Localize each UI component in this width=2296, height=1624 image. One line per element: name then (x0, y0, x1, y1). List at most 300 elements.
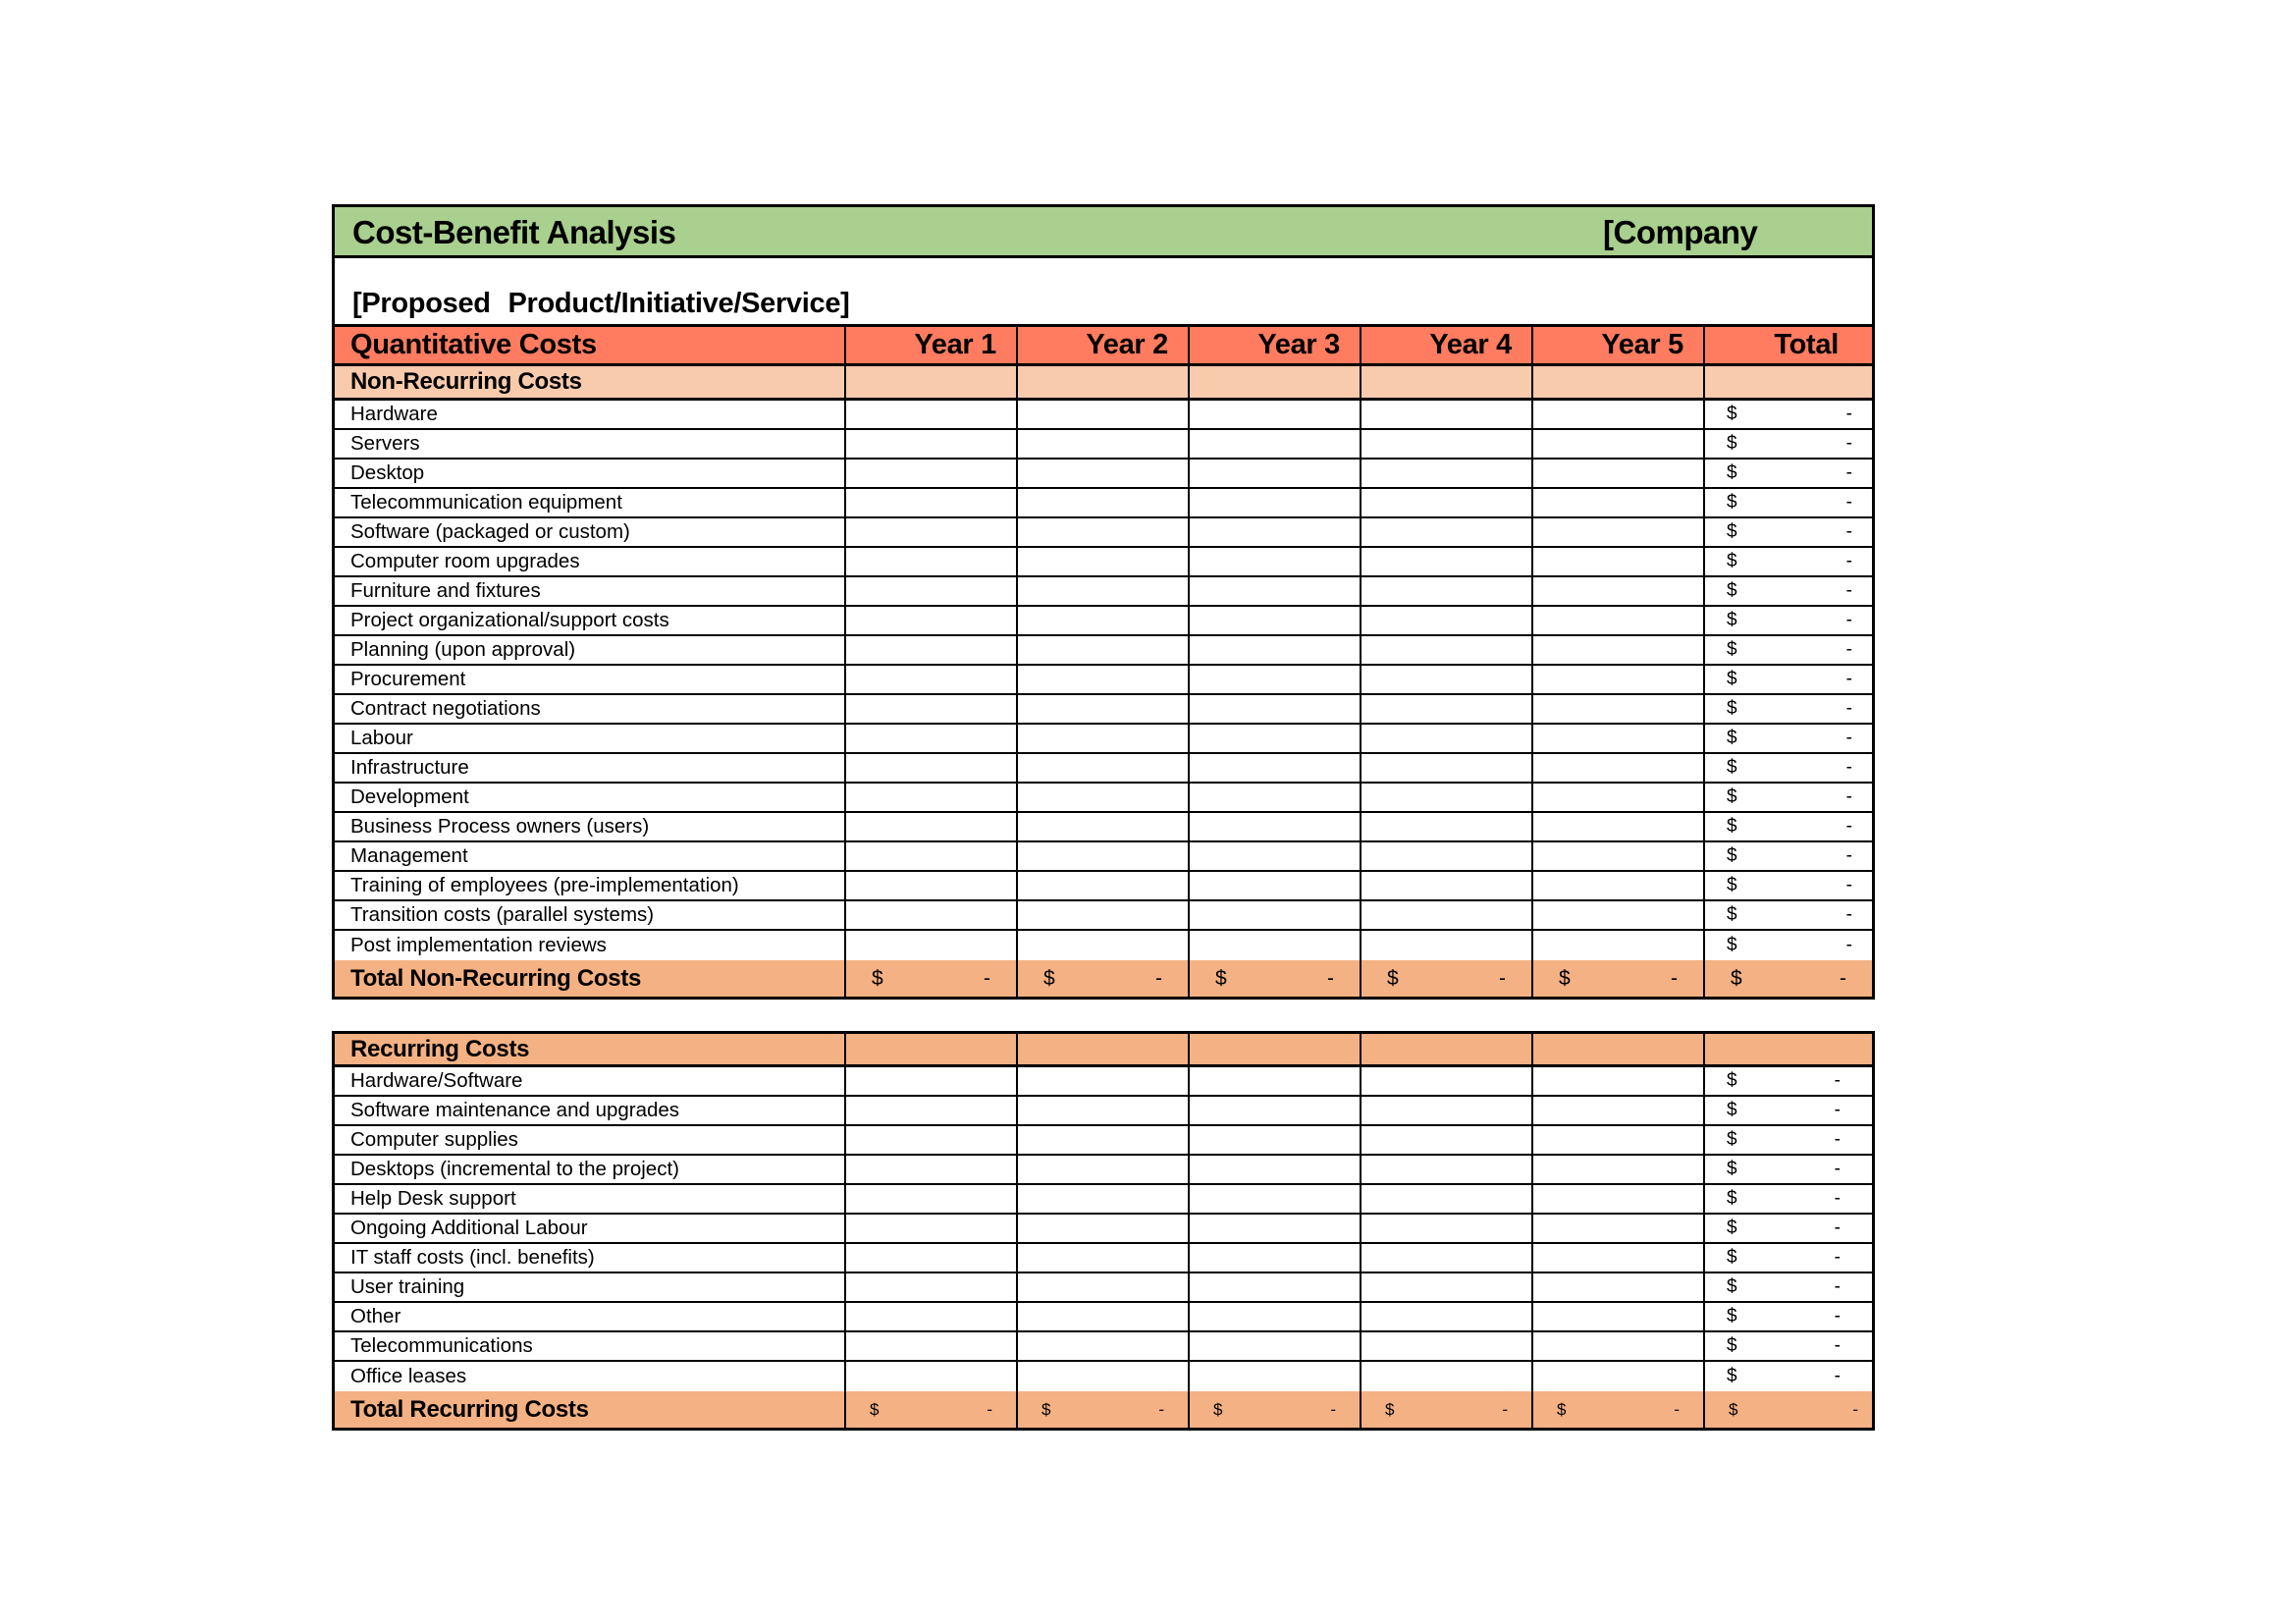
currency-symbol: $ (1727, 1188, 1737, 1209)
table-row (335, 901, 1872, 931)
row-label: Software (packaged or custom) (335, 518, 846, 546)
year-1-input-cell[interactable] (846, 725, 1018, 752)
table-row (335, 1215, 1872, 1244)
amount: - (1845, 639, 1852, 660)
currency-symbol: $ (1727, 433, 1737, 454)
amount: - (1845, 786, 1852, 807)
row-label: Labour (335, 725, 846, 752)
table-row (335, 518, 1872, 548)
row-label: Planning (upon approval) (335, 636, 846, 664)
row-label: Desktops (incremental to the project) (335, 1156, 846, 1183)
year-5-input-cell[interactable] (1533, 1332, 1705, 1360)
amount: - (1852, 1399, 1858, 1419)
recurring-table (332, 1031, 1875, 1431)
year-5-input-cell[interactable] (1533, 577, 1705, 605)
year-3-input-cell[interactable] (1190, 1097, 1362, 1124)
year-1-input-cell[interactable] (846, 872, 1018, 899)
year-2-input-cell[interactable] (1018, 607, 1190, 634)
year-3-input-cell[interactable] (1190, 1362, 1362, 1391)
year-2-input-cell[interactable] (1018, 872, 1190, 899)
amount: - (1840, 966, 1846, 990)
table-row (335, 489, 1872, 518)
year-2-input-cell[interactable] (1018, 695, 1190, 723)
year-4-input-cell[interactable] (1362, 1215, 1533, 1242)
currency-symbol: $ (1727, 521, 1737, 542)
year-5-input-cell[interactable] (1533, 784, 1705, 811)
year-3-input-cell[interactable] (1190, 607, 1362, 634)
year-4-input-cell[interactable] (1362, 548, 1533, 575)
year-4-input-cell[interactable] (1362, 1273, 1533, 1301)
year-5-input-cell[interactable] (1533, 548, 1705, 575)
year-2-input-cell[interactable] (1018, 842, 1190, 870)
year-5-input-cell[interactable] (1533, 1303, 1705, 1330)
year-5-input-cell[interactable] (1533, 1244, 1705, 1272)
year-4-input-cell[interactable] (1362, 1067, 1533, 1095)
year-4-input-cell[interactable] (1362, 1185, 1533, 1213)
year-3-input-cell[interactable] (1190, 901, 1362, 929)
amount: - (1845, 935, 1852, 955)
year-3-input-cell[interactable] (1190, 1067, 1362, 1095)
year-5-input-cell[interactable] (1533, 1067, 1705, 1095)
row-total-cell (1705, 1273, 1872, 1301)
year-2-input-cell[interactable] (1018, 518, 1190, 546)
year-5-input-cell[interactable] (1533, 666, 1705, 693)
total-year-4 (1362, 960, 1533, 997)
year-1-input-cell[interactable] (846, 901, 1018, 929)
year-2-input-cell[interactable] (1018, 1097, 1190, 1124)
year-3-input-cell[interactable] (1190, 636, 1362, 664)
year-3-input-cell[interactable] (1190, 401, 1362, 428)
row-label: Post implementation reviews (335, 931, 846, 960)
year-1-input-cell[interactable] (846, 636, 1018, 664)
total-recurring-row (335, 1391, 1872, 1428)
year-2-input-cell[interactable] (1018, 666, 1190, 693)
header-year-2: Year 2 (1018, 327, 1190, 363)
row-total-cell (1705, 460, 1872, 487)
year-4-input-cell[interactable] (1362, 842, 1533, 870)
currency-symbol: $ (1727, 1276, 1737, 1297)
year-2-input-cell[interactable] (1018, 636, 1190, 664)
year-2-input-cell[interactable] (1018, 754, 1190, 782)
currency-symbol: $ (1727, 728, 1737, 748)
year-1-input-cell[interactable] (846, 813, 1018, 840)
year-4-input-cell[interactable] (1362, 430, 1533, 458)
currency-symbol: $ (1727, 1218, 1737, 1238)
table-row (335, 636, 1872, 666)
amount: - (1499, 966, 1506, 990)
row-total-cell (1705, 842, 1872, 870)
year-5-input-cell[interactable] (1533, 518, 1705, 546)
row-label: Hardware/Software (335, 1067, 846, 1095)
amount: - (1845, 610, 1852, 630)
year-4-input-cell[interactable] (1362, 725, 1533, 752)
year-2-input-cell[interactable] (1018, 813, 1190, 840)
row-total-cell (1705, 1156, 1872, 1183)
year-2-input-cell[interactable] (1018, 1303, 1190, 1330)
year-3-input-cell[interactable] (1190, 1215, 1362, 1242)
year-3-input-cell[interactable] (1190, 725, 1362, 752)
table-row (335, 1156, 1872, 1185)
row-total-cell (1705, 1303, 1872, 1330)
currency-symbol: $ (1727, 1366, 1737, 1386)
year-2-input-cell[interactable] (1018, 1067, 1190, 1095)
table-row (335, 401, 1872, 430)
year-3-input-cell[interactable] (1190, 1332, 1362, 1360)
row-total-cell (1705, 784, 1872, 811)
year-3-input-cell[interactable] (1190, 842, 1362, 870)
year-4-input-cell[interactable] (1362, 460, 1533, 487)
proposed-initiative[interactable]: [Proposed Product/Initiative/Service] (352, 288, 850, 319)
total-year-2 (1018, 960, 1190, 997)
year-3-input-cell[interactable] (1190, 1244, 1362, 1272)
amount: - (1845, 521, 1852, 542)
amount: - (1158, 1399, 1164, 1419)
year-5-input-cell[interactable] (1533, 931, 1705, 960)
currency-symbol: $ (1729, 1399, 1738, 1419)
year-4-input-cell[interactable] (1362, 636, 1533, 664)
year-4-input-cell[interactable] (1362, 1126, 1533, 1154)
year-4-input-cell[interactable] (1362, 754, 1533, 782)
year-5-input-cell[interactable] (1533, 872, 1705, 899)
currency-symbol: $ (1727, 610, 1737, 630)
year-4-input-cell[interactable] (1362, 489, 1533, 516)
empty-cell (846, 1034, 1018, 1064)
amount: - (1327, 966, 1334, 990)
year-3-input-cell[interactable] (1190, 1126, 1362, 1154)
year-1-input-cell[interactable] (846, 695, 1018, 723)
year-2-input-cell[interactable] (1018, 1215, 1190, 1242)
row-total-cell (1705, 401, 1872, 428)
row-label: Help Desk support (335, 1185, 846, 1213)
row-total-cell (1705, 725, 1872, 752)
year-4-input-cell[interactable] (1362, 931, 1533, 960)
currency-symbol: $ (1727, 1306, 1737, 1326)
year-2-input-cell[interactable] (1018, 577, 1190, 605)
year-2-input-cell[interactable] (1018, 784, 1190, 811)
year-4-input-cell[interactable] (1362, 695, 1533, 723)
year-5-input-cell[interactable] (1533, 901, 1705, 929)
row-label: Ongoing Additional Labour (335, 1215, 846, 1242)
year-1-input-cell[interactable] (846, 1244, 1018, 1272)
year-2-input-cell[interactable] (1018, 1185, 1190, 1213)
year-3-input-cell[interactable] (1190, 666, 1362, 693)
header-quantitative-costs: Quantitative Costs (335, 327, 846, 363)
year-1-input-cell[interactable] (846, 1362, 1018, 1391)
table-row (335, 695, 1872, 725)
row-total-cell (1705, 518, 1872, 546)
year-1-input-cell[interactable] (846, 666, 1018, 693)
amount: - (1671, 966, 1678, 990)
row-total-cell (1705, 872, 1872, 899)
table-row (335, 872, 1872, 901)
sheet-title: Cost-Benefit Analysis (352, 214, 676, 250)
total-non-recurring-row (335, 960, 1872, 997)
amount: - (1834, 1247, 1841, 1268)
year-4-input-cell[interactable] (1362, 607, 1533, 634)
year-5-input-cell[interactable] (1533, 607, 1705, 634)
row-total-cell (1705, 430, 1872, 458)
row-label: Business Process owners (users) (335, 813, 846, 840)
year-4-input-cell[interactable] (1362, 1362, 1533, 1391)
year-4-input-cell[interactable] (1362, 1156, 1533, 1183)
header-total: Total (1774, 329, 1839, 360)
empty-cell (1190, 1034, 1362, 1064)
year-3-input-cell[interactable] (1190, 460, 1362, 487)
year-3-input-cell[interactable] (1190, 1185, 1362, 1213)
year-1-input-cell[interactable] (846, 842, 1018, 870)
section-gap (332, 1000, 1873, 1031)
table-row (335, 842, 1872, 872)
row-total-cell (1705, 607, 1872, 634)
year-2-input-cell[interactable] (1018, 548, 1190, 575)
row-label: Furniture and fixtures (335, 577, 846, 605)
total-year-2 (1018, 1391, 1190, 1428)
year-3-input-cell[interactable] (1190, 1156, 1362, 1183)
total-label: Total Non-Recurring Costs (335, 960, 846, 997)
year-4-input-cell[interactable] (1362, 872, 1533, 899)
amount: - (1845, 757, 1852, 778)
row-label: Servers (335, 430, 846, 458)
year-5-input-cell[interactable] (1533, 1185, 1705, 1213)
year-1-input-cell[interactable] (846, 607, 1018, 634)
company-name[interactable]: [Company (1603, 214, 1758, 250)
total-year-5 (1533, 1391, 1705, 1428)
year-3-input-cell[interactable] (1190, 430, 1362, 458)
year-1-input-cell[interactable] (846, 1273, 1018, 1301)
year-1-input-cell[interactable] (846, 548, 1018, 575)
section-label: Recurring Costs (335, 1034, 846, 1064)
cost-benefit-sheet (332, 204, 1873, 1431)
table-row (335, 1332, 1872, 1362)
year-5-input-cell[interactable] (1533, 813, 1705, 840)
year-5-input-cell[interactable] (1533, 401, 1705, 428)
empty-cell (1705, 1034, 1872, 1064)
year-5-input-cell[interactable] (1533, 489, 1705, 516)
table-row (335, 725, 1872, 754)
table-row (335, 577, 1872, 607)
year-5-input-cell[interactable] (1533, 842, 1705, 870)
currency-symbol: $ (1727, 1247, 1737, 1268)
year-1-input-cell[interactable] (846, 577, 1018, 605)
year-4-input-cell[interactable] (1362, 666, 1533, 693)
year-2-input-cell[interactable] (1018, 489, 1190, 516)
column-header-row (335, 327, 1872, 366)
year-2-input-cell[interactable] (1018, 1273, 1190, 1301)
currency-symbol: $ (1727, 816, 1737, 837)
table-row (335, 1244, 1872, 1273)
table-row (335, 931, 1872, 960)
currency-symbol: $ (1727, 404, 1737, 424)
currency-symbol: $ (1385, 1399, 1395, 1419)
year-2-input-cell[interactable] (1018, 725, 1190, 752)
year-4-input-cell[interactable] (1362, 784, 1533, 811)
year-3-input-cell[interactable] (1190, 548, 1362, 575)
currency-symbol: $ (1727, 551, 1737, 571)
amount: - (1330, 1399, 1336, 1419)
year-1-input-cell[interactable] (846, 460, 1018, 487)
row-total-cell (1705, 1185, 1872, 1213)
year-2-input-cell[interactable] (1018, 1156, 1190, 1183)
currency-symbol: $ (1215, 966, 1227, 990)
year-2-input-cell[interactable] (1018, 430, 1190, 458)
amount: - (1845, 669, 1852, 689)
year-4-input-cell[interactable] (1362, 901, 1533, 929)
amount: - (1845, 580, 1852, 601)
amount: - (984, 966, 990, 990)
year-5-input-cell[interactable] (1533, 725, 1705, 752)
row-label: Hardware (335, 401, 846, 428)
row-total-cell (1705, 1215, 1872, 1242)
year-1-input-cell[interactable] (846, 401, 1018, 428)
amount: - (1834, 1366, 1841, 1386)
year-1-input-cell[interactable] (846, 1097, 1018, 1124)
year-3-input-cell[interactable] (1190, 784, 1362, 811)
year-2-input-cell[interactable] (1018, 901, 1190, 929)
year-5-input-cell[interactable] (1533, 460, 1705, 487)
year-1-input-cell[interactable] (846, 1067, 1018, 1095)
year-3-input-cell[interactable] (1190, 489, 1362, 516)
amount: - (1845, 462, 1852, 483)
amount: - (1834, 1306, 1841, 1326)
empty-cell (846, 366, 1018, 398)
row-label: Transition costs (parallel systems) (335, 901, 846, 929)
row-total-cell (1705, 754, 1872, 782)
year-1-input-cell[interactable] (846, 1156, 1018, 1183)
year-2-input-cell[interactable] (1018, 1332, 1190, 1360)
row-label: Desktop (335, 460, 846, 487)
year-4-input-cell[interactable] (1362, 401, 1533, 428)
row-total-cell (1705, 1126, 1872, 1154)
currency-symbol: $ (1213, 1399, 1223, 1419)
recurring-rows (335, 1067, 1872, 1391)
row-label: Telecommunication equipment (335, 489, 846, 516)
non-recurring-section-header (335, 366, 1872, 401)
amount: - (1845, 433, 1852, 454)
row-label: Computer supplies (335, 1126, 846, 1154)
year-5-input-cell[interactable] (1533, 430, 1705, 458)
currency-symbol: $ (872, 966, 883, 990)
year-1-input-cell[interactable] (846, 518, 1018, 546)
currency-symbol: $ (1727, 580, 1737, 601)
currency-symbol: $ (1727, 786, 1737, 807)
year-4-input-cell[interactable] (1362, 1303, 1533, 1330)
year-3-input-cell[interactable] (1190, 695, 1362, 723)
year-4-input-cell[interactable] (1362, 1097, 1533, 1124)
total-label: Total Recurring Costs (335, 1391, 846, 1428)
year-1-input-cell[interactable] (846, 1215, 1018, 1242)
empty-cell (1533, 366, 1705, 398)
year-4-input-cell[interactable] (1362, 1244, 1533, 1272)
year-3-input-cell[interactable] (1190, 577, 1362, 605)
row-total-cell (1705, 1332, 1872, 1360)
year-4-input-cell[interactable] (1362, 813, 1533, 840)
year-1-input-cell[interactable] (846, 1126, 1018, 1154)
year-1-input-cell[interactable] (846, 1332, 1018, 1360)
currency-symbol: $ (1727, 462, 1737, 483)
year-2-input-cell[interactable] (1018, 401, 1190, 428)
year-1-input-cell[interactable] (846, 754, 1018, 782)
year-1-input-cell[interactable] (846, 784, 1018, 811)
currency-symbol: $ (1727, 1100, 1737, 1120)
table-row (335, 784, 1872, 813)
currency-symbol: $ (1727, 669, 1737, 689)
year-2-input-cell[interactable] (1018, 460, 1190, 487)
subtitle-band (335, 258, 1872, 327)
year-3-input-cell[interactable] (1190, 931, 1362, 960)
currency-symbol: $ (1559, 966, 1571, 990)
header-year-3: Year 3 (1190, 327, 1362, 363)
row-label: Contract negotiations (335, 695, 846, 723)
row-label: IT staff costs (incl. benefits) (335, 1244, 846, 1272)
total-year-3 (1190, 1391, 1362, 1428)
row-total-cell (1705, 1067, 1872, 1095)
year-5-input-cell[interactable] (1533, 1215, 1705, 1242)
row-label: Office leases (335, 1362, 846, 1391)
currency-symbol: $ (1727, 757, 1737, 778)
header-year-4: Year 4 (1362, 327, 1533, 363)
year-5-input-cell[interactable] (1533, 1362, 1705, 1391)
year-3-input-cell[interactable] (1190, 1303, 1362, 1330)
year-4-input-cell[interactable] (1362, 1332, 1533, 1360)
year-2-input-cell[interactable] (1018, 1362, 1190, 1391)
empty-cell (1705, 366, 1872, 398)
amount: - (1674, 1399, 1680, 1419)
year-1-input-cell[interactable] (846, 1303, 1018, 1330)
year-2-input-cell[interactable] (1018, 1244, 1190, 1272)
amount: - (1502, 1399, 1508, 1419)
year-5-input-cell[interactable] (1533, 1273, 1705, 1301)
year-3-input-cell[interactable] (1190, 1273, 1362, 1301)
amount: - (1845, 728, 1852, 748)
currency-symbol: $ (1731, 966, 1742, 990)
year-4-input-cell[interactable] (1362, 577, 1533, 605)
year-1-input-cell[interactable] (846, 489, 1018, 516)
year-3-input-cell[interactable] (1190, 518, 1362, 546)
table-row (335, 460, 1872, 489)
year-1-input-cell[interactable] (846, 430, 1018, 458)
year-5-input-cell[interactable] (1533, 695, 1705, 723)
year-5-input-cell[interactable] (1533, 754, 1705, 782)
total-grand (1705, 1391, 1872, 1428)
year-5-input-cell[interactable] (1533, 636, 1705, 664)
year-5-input-cell[interactable] (1533, 1097, 1705, 1124)
year-4-input-cell[interactable] (1362, 518, 1533, 546)
currency-symbol: $ (1041, 1399, 1051, 1419)
table-row (335, 1185, 1872, 1215)
total-year-4 (1362, 1391, 1533, 1428)
year-3-input-cell[interactable] (1190, 813, 1362, 840)
amount: - (1834, 1276, 1841, 1297)
year-5-input-cell[interactable] (1533, 1156, 1705, 1183)
year-3-input-cell[interactable] (1190, 872, 1362, 899)
amount: - (1845, 904, 1852, 925)
currency-symbol: $ (1727, 845, 1737, 866)
empty-cell (1533, 1034, 1705, 1064)
year-5-input-cell[interactable] (1533, 1126, 1705, 1154)
empty-cell (1362, 1034, 1533, 1064)
amount: - (1845, 698, 1852, 719)
year-1-input-cell[interactable] (846, 931, 1018, 960)
amount: - (1834, 1159, 1841, 1179)
year-3-input-cell[interactable] (1190, 754, 1362, 782)
amount: - (1845, 492, 1852, 513)
recurring-section-header (335, 1034, 1872, 1067)
year-2-input-cell[interactable] (1018, 931, 1190, 960)
empty-cell (1018, 366, 1190, 398)
header-year-5: Year 5 (1533, 327, 1705, 363)
year-2-input-cell[interactable] (1018, 1126, 1190, 1154)
year-1-input-cell[interactable] (846, 1185, 1018, 1213)
